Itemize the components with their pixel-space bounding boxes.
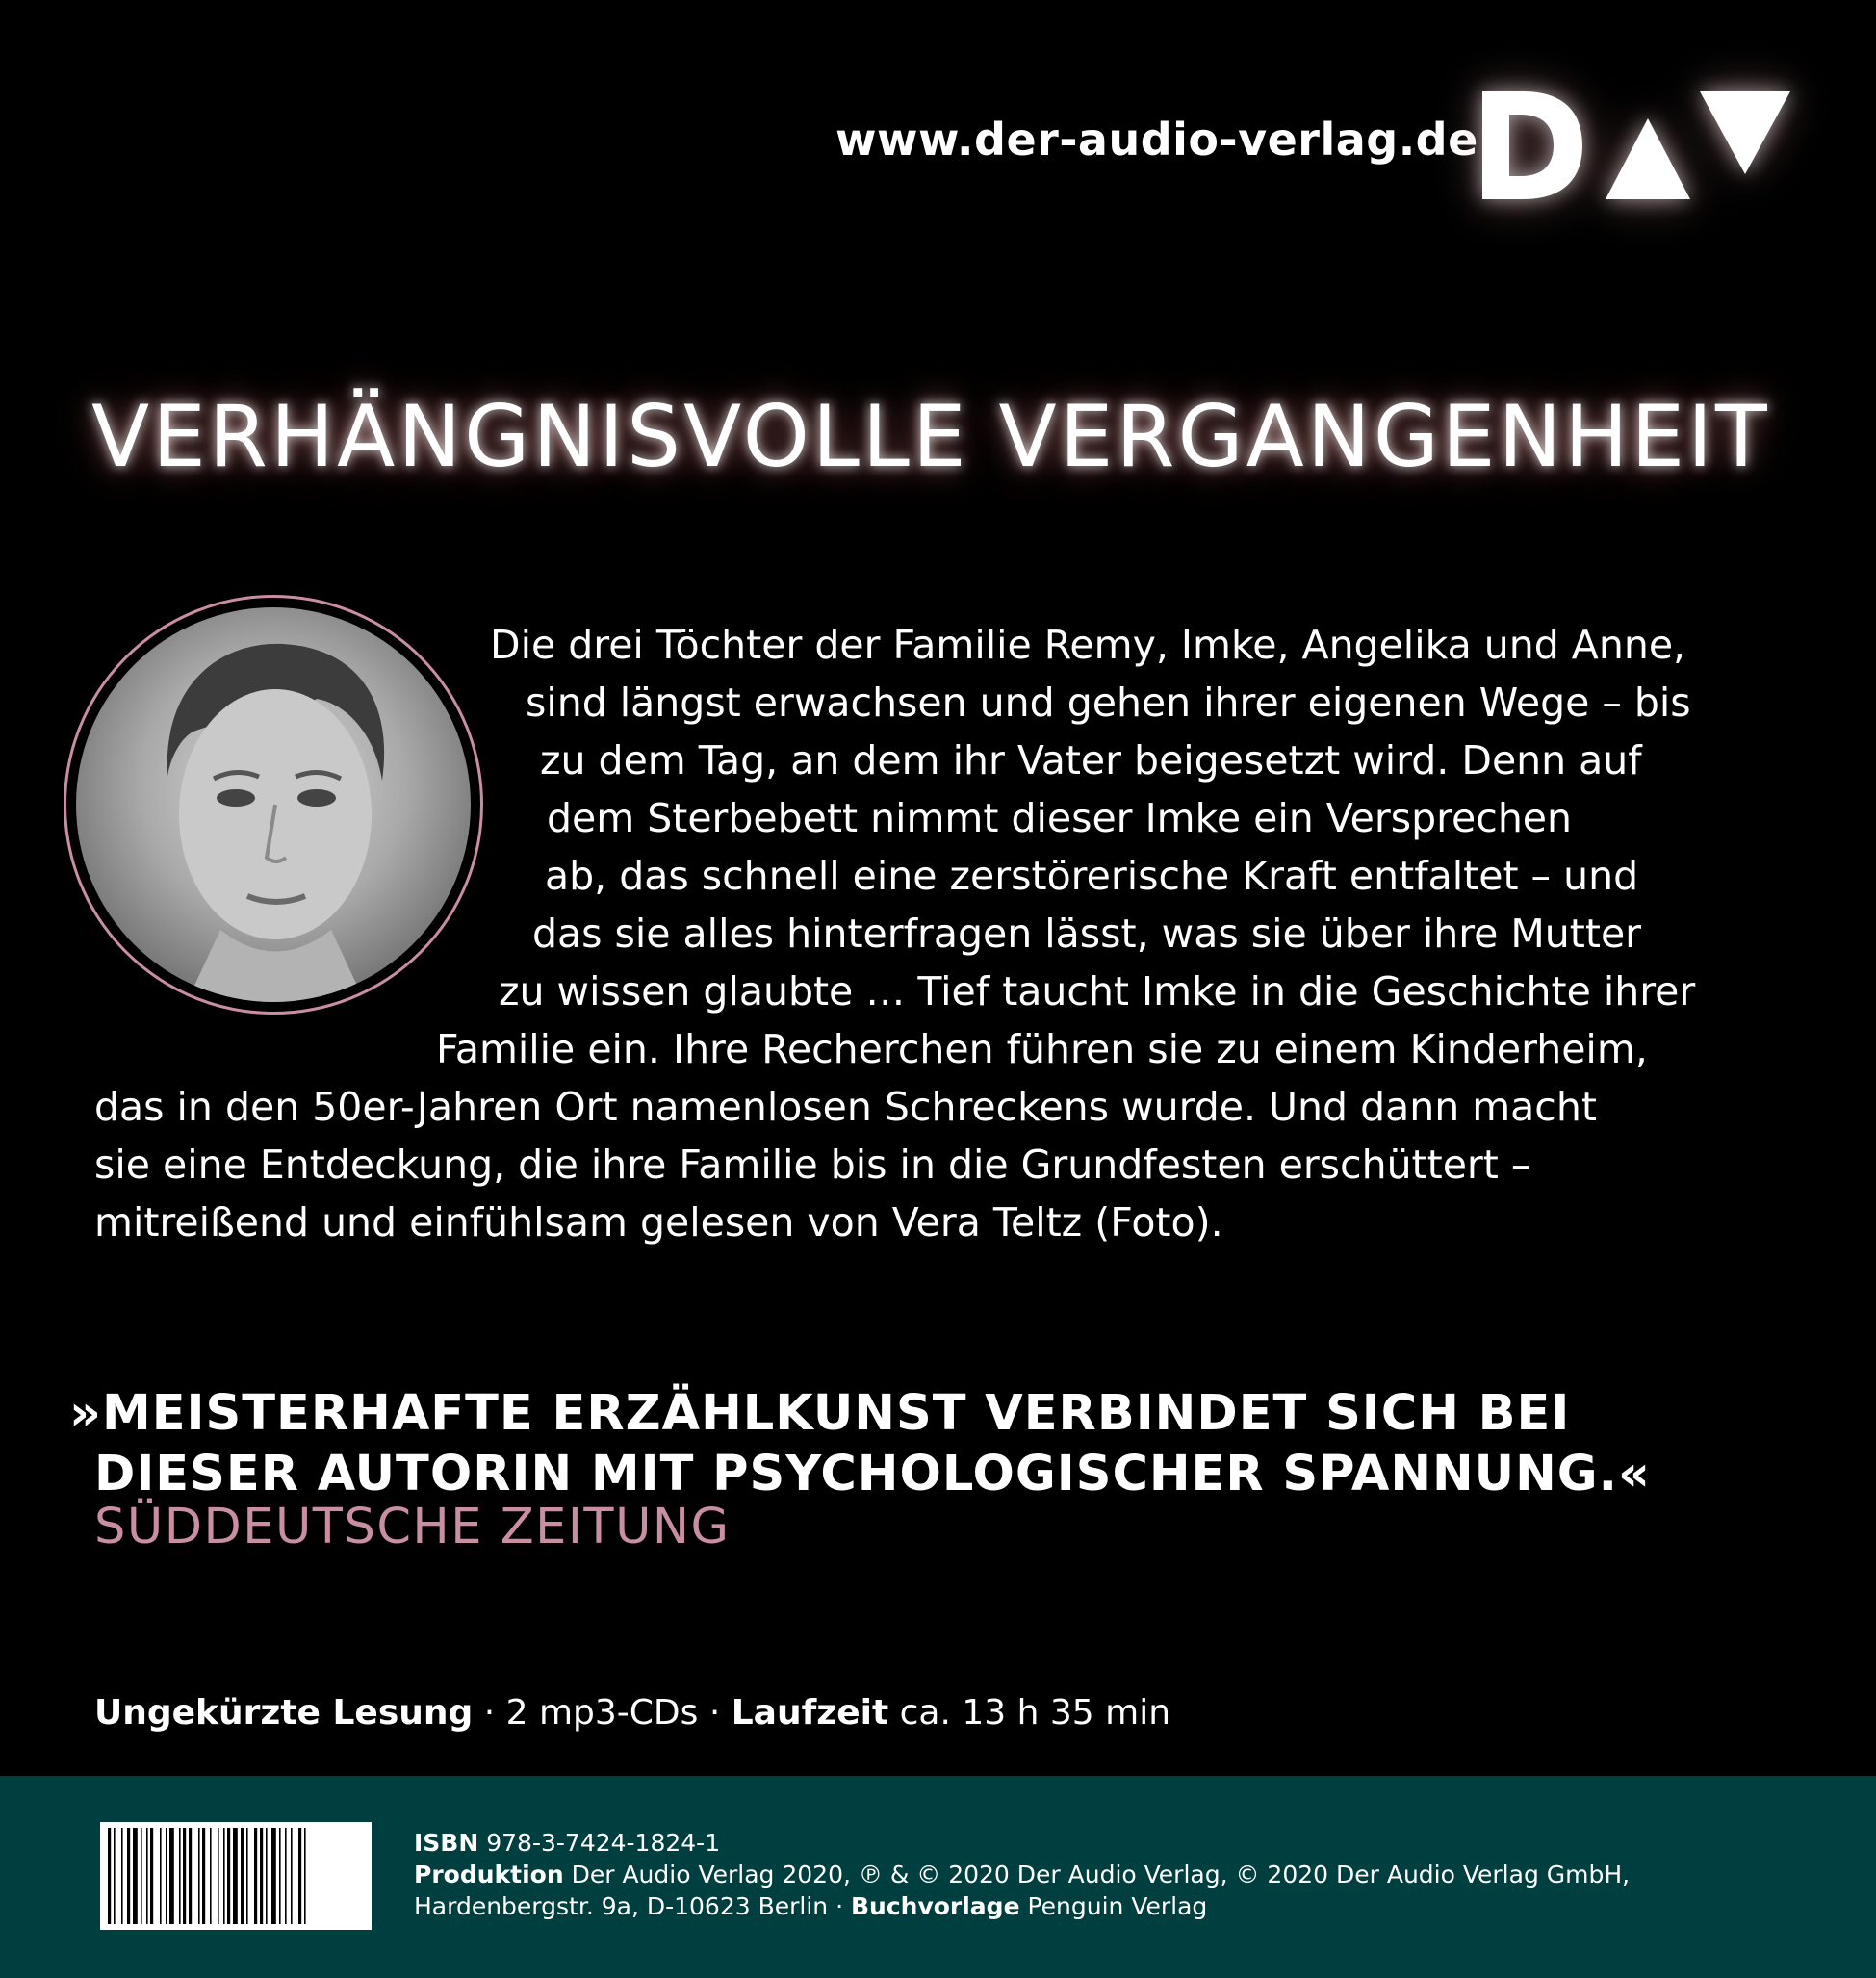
address-line: Hardenbergstr. 9a, D-10623 Berlin · Buchvorlage Penguin Verlag <box>414 1892 1208 1920</box>
narrator-portrait <box>64 595 483 1015</box>
description-line: sie eine Entdeckung, die ihre Familie bis in die Grundfesten erschüttert – <box>94 1142 1531 1188</box>
barcode-bar <box>141 1828 142 1924</box>
dav-logo <box>1482 91 1790 199</box>
isbn-line: ISBN 978-3-7424-1824-1 <box>414 1829 721 1857</box>
imprint <box>414 1827 1630 1922</box>
product-info <box>94 1693 1170 1733</box>
description-line: das in den 50er-Jahren Ort namenlosen Schreckens wurde. Und dann macht <box>94 1084 1597 1130</box>
description-line: das sie alles hinterfragen lässt, was sie über ihre Mutter <box>532 911 1642 957</box>
description-line: dem Sterbebett nimmt dieser Imke ein Versprechen <box>547 795 1573 841</box>
description-line: ab, das schnell eine zerstörerische Kraft entfaltet – und <box>545 853 1639 899</box>
barcode-bar <box>291 1828 293 1924</box>
description-line: sind längst erwachsen und gehen ihrer eigenen Wege – bis <box>526 680 1691 726</box>
barcode-bar <box>279 1828 281 1924</box>
production-line: Produktion Der Audio Verlag 2020, ℗ & © 2020 Der Audio Verlag, © 2020 Der Audio Verlag GmbH, <box>414 1861 1631 1888</box>
barcode-bar <box>254 1828 257 1924</box>
barcode-bar <box>160 1828 162 1924</box>
barcode-bar <box>114 1828 116 1924</box>
description-line: zu dem Tag, an dem ihr Vater beigesetzt wird. Denn auf <box>540 737 1642 783</box>
barcode-bars <box>100 1822 372 1930</box>
barcode-bar <box>241 1828 244 1924</box>
barcode-bar <box>202 1828 205 1924</box>
runtime-label: Laufzeit <box>731 1693 889 1733</box>
description-line: Familie ein. Ihre Recherchen führen sie zu einem Kinderheim, <box>436 1026 1648 1072</box>
dav-logo-mark <box>1482 91 1790 199</box>
barcode-bar <box>285 1828 287 1924</box>
description-line: zu wissen glaubte … Tief taucht Imke in die Geschichte ihrer <box>499 968 1696 1015</box>
barcode <box>100 1822 372 1930</box>
barcode-bar <box>179 1828 181 1924</box>
barcode-bar <box>298 1828 301 1924</box>
barcode-bar <box>266 1828 268 1924</box>
barcode-bar <box>166 1828 167 1924</box>
barcode-bar <box>246 1828 248 1924</box>
barcode-bar <box>121 1828 123 1924</box>
face-illustration <box>76 607 471 1002</box>
barcode-bar <box>198 1828 200 1924</box>
barcode-bar <box>133 1828 138 1924</box>
review-quote <box>69 1383 1651 1504</box>
unabridged-label: Ungekürzte Lesung <box>94 1693 474 1733</box>
barcode-bar <box>150 1828 153 1924</box>
description-line: mitreißend und einfühlsam gelesen von Vera Teltz (Foto). <box>94 1199 1223 1246</box>
headline: VERHÄNGNISVOLLE VERGANGENHEIT <box>91 387 1770 486</box>
barcode-bar <box>189 1828 192 1924</box>
barcode-bar <box>108 1828 111 1924</box>
barcode-bar <box>223 1828 225 1924</box>
quote-source: SÜDDEUTSCHE ZEITUNG <box>94 1499 731 1555</box>
runtime-value: ca. 13 h 35 min <box>888 1693 1171 1733</box>
description-line: Die drei Töchter der Familie Remy, Imke, Angelika und Anne, <box>490 622 1686 668</box>
barcode-bar <box>169 1828 174 1924</box>
barcode-bar <box>227 1828 230 1924</box>
barcode-bar <box>260 1828 263 1924</box>
barcode-bar <box>304 1828 306 1924</box>
barcode-bar <box>218 1828 219 1924</box>
barcode-bar <box>233 1828 238 1924</box>
barcode-bar <box>210 1828 212 1924</box>
quote-line-2: DIESER AUTORIN MIT PSYCHOLOGISCHER SPANNUNG.« <box>94 1446 1651 1503</box>
format-text: · 2 mp3-CDs · <box>473 1693 732 1733</box>
barcode-bar <box>183 1828 186 1924</box>
publisher-url[interactable]: www.der-audio-verlag.de <box>835 114 1478 166</box>
barcode-bar <box>271 1828 276 1924</box>
portrait-photo <box>76 607 471 1002</box>
quote-line-1: »MEISTERHAFTE ERZÄHLKUNST VERBINDET SICH BEI <box>69 1385 1571 1442</box>
barcode-bar <box>146 1828 148 1924</box>
barcode-bar <box>127 1828 130 1924</box>
